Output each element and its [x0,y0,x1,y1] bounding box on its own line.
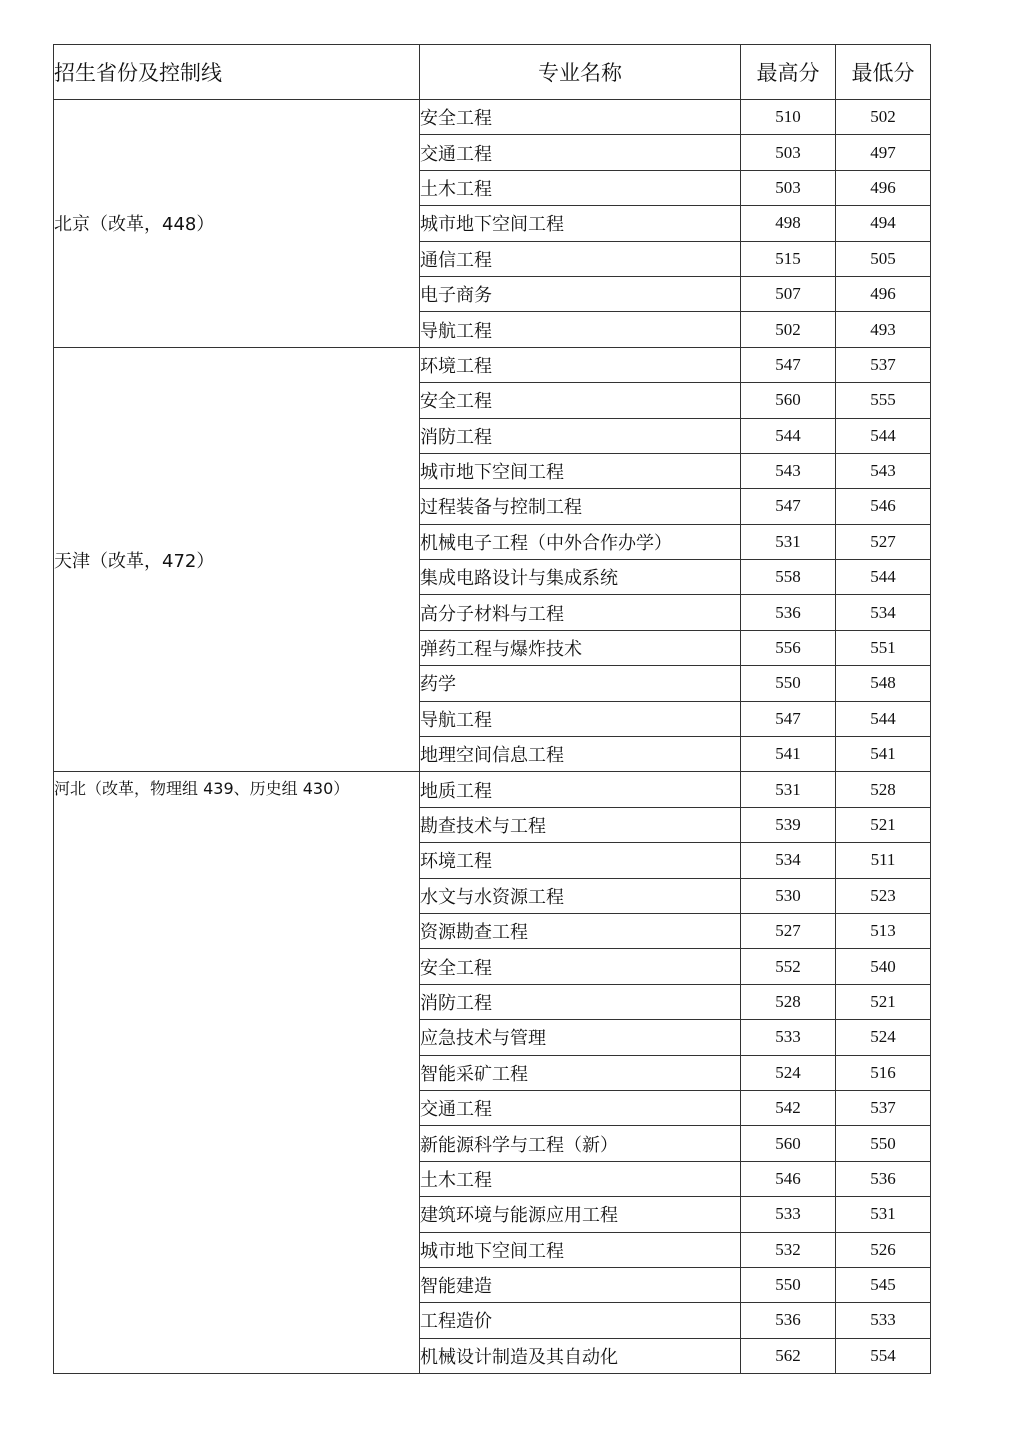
max-score-cell: 503 [741,135,836,170]
max-score-cell: 543 [741,453,836,488]
min-score-cell: 511 [836,843,931,878]
min-score-cell: 536 [836,1161,931,1196]
max-score-cell: 536 [741,1303,836,1338]
min-score-cell: 545 [836,1267,931,1302]
max-score-cell: 550 [741,1267,836,1302]
major-name-cell: 导航工程 [420,312,741,347]
max-score-cell: 542 [741,1090,836,1125]
major-name-cell: 勘查技术与工程 [420,807,741,842]
major-name-cell: 集成电路设计与集成系统 [420,560,741,595]
major-name-cell: 土木工程 [420,1161,741,1196]
table-row [54,347,931,382]
max-score-cell: 560 [741,1126,836,1161]
max-score-cell: 544 [741,418,836,453]
major-name-cell: 城市地下空间工程 [420,1232,741,1267]
admission-scores-table [53,44,931,1374]
max-score-cell: 562 [741,1338,836,1373]
max-score-cell: 527 [741,913,836,948]
max-score-cell: 558 [741,560,836,595]
max-score-cell: 510 [741,100,836,135]
major-name-cell: 环境工程 [420,843,741,878]
max-score-cell: 533 [741,1020,836,1055]
major-name-cell: 工程造价 [420,1303,741,1338]
min-score-cell: 543 [836,453,931,488]
major-name-cell: 消防工程 [420,418,741,453]
major-name-cell: 过程装备与控制工程 [420,489,741,524]
max-score-cell: 546 [741,1161,836,1196]
min-score-cell: 513 [836,913,931,948]
table-body [54,100,931,1374]
max-score-cell: 515 [741,241,836,276]
max-score-cell: 547 [741,489,836,524]
major-name-cell: 应急技术与管理 [420,1020,741,1055]
major-name-cell: 通信工程 [420,241,741,276]
province-cell: 天津（改革，472） [54,347,420,772]
min-score-cell: 496 [836,276,931,311]
max-score-cell: 507 [741,276,836,311]
major-name-cell: 新能源科学与工程（新） [420,1126,741,1161]
min-score-cell: 502 [836,100,931,135]
major-name-cell: 地理空间信息工程 [420,737,741,772]
min-score-cell: 521 [836,984,931,1019]
max-score-cell: 541 [741,737,836,772]
max-score-cell: 556 [741,630,836,665]
major-name-cell: 安全工程 [420,100,741,135]
max-score-cell: 531 [741,524,836,559]
max-score-cell: 552 [741,949,836,984]
max-score-cell: 530 [741,878,836,913]
major-name-cell: 电子商务 [420,276,741,311]
max-score-cell: 503 [741,170,836,205]
major-name-cell: 环境工程 [420,347,741,382]
header-row [54,45,931,100]
major-name-cell: 智能采矿工程 [420,1055,741,1090]
major-name-cell: 交通工程 [420,135,741,170]
max-score-cell: 502 [741,312,836,347]
min-score-cell: 555 [836,383,931,418]
major-name-cell: 药学 [420,666,741,701]
header-max-score: 最高分 [741,45,836,100]
major-name-cell: 高分子材料与工程 [420,595,741,630]
min-score-cell: 548 [836,666,931,701]
min-score-cell: 526 [836,1232,931,1267]
min-score-cell: 494 [836,206,931,241]
min-score-cell: 544 [836,560,931,595]
min-score-cell: 541 [836,737,931,772]
min-score-cell: 496 [836,170,931,205]
major-name-cell: 土木工程 [420,170,741,205]
min-score-cell: 524 [836,1020,931,1055]
max-score-cell: 560 [741,383,836,418]
min-score-cell: 550 [836,1126,931,1161]
min-score-cell: 528 [836,772,931,807]
min-score-cell: 527 [836,524,931,559]
major-name-cell: 资源勘查工程 [420,913,741,948]
header-min-score: 最低分 [836,45,931,100]
province-cell: 河北（改革，物理组 439、历史组 430） [54,772,420,1374]
max-score-cell: 547 [741,701,836,736]
min-score-cell: 531 [836,1197,931,1232]
max-score-cell: 528 [741,984,836,1019]
major-name-cell: 水文与水资源工程 [420,878,741,913]
major-name-cell: 安全工程 [420,383,741,418]
min-score-cell: 505 [836,241,931,276]
min-score-cell: 497 [836,135,931,170]
table-row [54,772,931,807]
min-score-cell: 516 [836,1055,931,1090]
major-name-cell: 智能建造 [420,1267,741,1302]
header-province: 招生省份及控制线 [54,45,420,100]
min-score-cell: 521 [836,807,931,842]
max-score-cell: 533 [741,1197,836,1232]
major-name-cell: 安全工程 [420,949,741,984]
max-score-cell: 532 [741,1232,836,1267]
major-name-cell: 地质工程 [420,772,741,807]
max-score-cell: 498 [741,206,836,241]
max-score-cell: 531 [741,772,836,807]
min-score-cell: 540 [836,949,931,984]
min-score-cell: 534 [836,595,931,630]
max-score-cell: 539 [741,807,836,842]
table-row [54,100,931,135]
major-name-cell: 消防工程 [420,984,741,1019]
min-score-cell: 537 [836,1090,931,1125]
min-score-cell: 537 [836,347,931,382]
header-major: 专业名称 [420,45,741,100]
major-name-cell: 建筑环境与能源应用工程 [420,1197,741,1232]
province-cell: 北京（改革，448） [54,100,420,348]
major-name-cell: 弹药工程与爆炸技术 [420,630,741,665]
major-name-cell: 城市地下空间工程 [420,206,741,241]
min-score-cell: 523 [836,878,931,913]
major-name-cell: 机械电子工程（中外合作办学） [420,524,741,559]
max-score-cell: 534 [741,843,836,878]
min-score-cell: 546 [836,489,931,524]
major-name-cell: 机械设计制造及其自动化 [420,1338,741,1373]
max-score-cell: 550 [741,666,836,701]
min-score-cell: 551 [836,630,931,665]
max-score-cell: 524 [741,1055,836,1090]
major-name-cell: 城市地下空间工程 [420,453,741,488]
major-name-cell: 导航工程 [420,701,741,736]
max-score-cell: 547 [741,347,836,382]
major-name-cell: 交通工程 [420,1090,741,1125]
min-score-cell: 533 [836,1303,931,1338]
min-score-cell: 554 [836,1338,931,1373]
min-score-cell: 544 [836,701,931,736]
max-score-cell: 536 [741,595,836,630]
min-score-cell: 544 [836,418,931,453]
min-score-cell: 493 [836,312,931,347]
